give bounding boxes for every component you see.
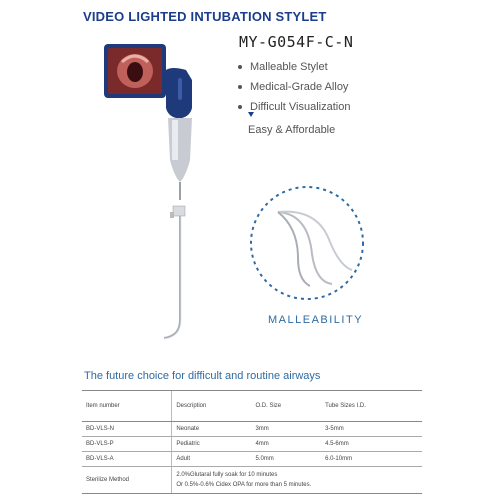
feature-item: Medical-Grade Alloy <box>238 77 350 97</box>
feature-item: Malleable Stylet <box>238 57 350 77</box>
table-cell: Sterilize Method <box>82 467 172 494</box>
table-cell: 3-5mm <box>321 422 422 437</box>
table-cell: Adult <box>172 452 252 467</box>
table-cell: 6.0-10mm <box>321 452 422 467</box>
bullet-icon <box>238 105 242 109</box>
column-header: Tube Sizes I.D. <box>321 391 422 422</box>
table-cell: Pediatric <box>172 437 252 452</box>
spec-table <box>82 390 422 494</box>
tagline: The future choice for difficult and routine airways <box>84 370 321 382</box>
sterilize-line: Or 0.5%-0.6% Cidex OPA for more than 5 minutes. <box>176 482 312 488</box>
table-cell: 3mm <box>251 422 321 437</box>
table-row <box>82 452 422 467</box>
bullet-icon <box>238 65 242 69</box>
table-cell: 4.5-6mm <box>321 437 422 452</box>
sterilize-method-text <box>172 467 422 494</box>
table-cell: BD-VLS-N <box>82 422 172 437</box>
table-cell: 5.0mm <box>251 452 321 467</box>
table-row <box>82 422 422 437</box>
stylet-tube <box>164 216 180 338</box>
table-cell: BD-VLS-A <box>82 452 172 467</box>
affordability-text: Easy & Affordable <box>248 124 336 136</box>
table-cell: Neonate <box>172 422 252 437</box>
model-number: MY-G054F-C-N <box>239 33 354 51</box>
column-header: Description <box>172 391 252 422</box>
silver-shaft <box>168 118 192 182</box>
column-header: Item number <box>82 391 172 422</box>
column-header: O.D. Size <box>251 391 321 422</box>
feature-item: Difficult Visualization <box>238 97 350 117</box>
stylet-device-illustration <box>0 0 240 360</box>
arrow-down-icon <box>248 112 254 117</box>
sterilize-row <box>82 467 422 494</box>
table-cell: 4mm <box>251 437 321 452</box>
table-cell: BD-VLS-P <box>82 437 172 452</box>
table-header-row <box>82 391 422 422</box>
malleability-diagram <box>248 184 366 302</box>
table-row <box>82 437 422 452</box>
feature-list <box>238 57 350 117</box>
malleability-label: MALLEABILITY <box>268 314 364 326</box>
bullet-icon <box>238 85 242 89</box>
page-title: VIDEO LIGHTED INTUBATION STYLET <box>83 9 327 24</box>
sterilize-line: 2.0%Glutaral fully soak for 10 minutes <box>176 472 278 478</box>
